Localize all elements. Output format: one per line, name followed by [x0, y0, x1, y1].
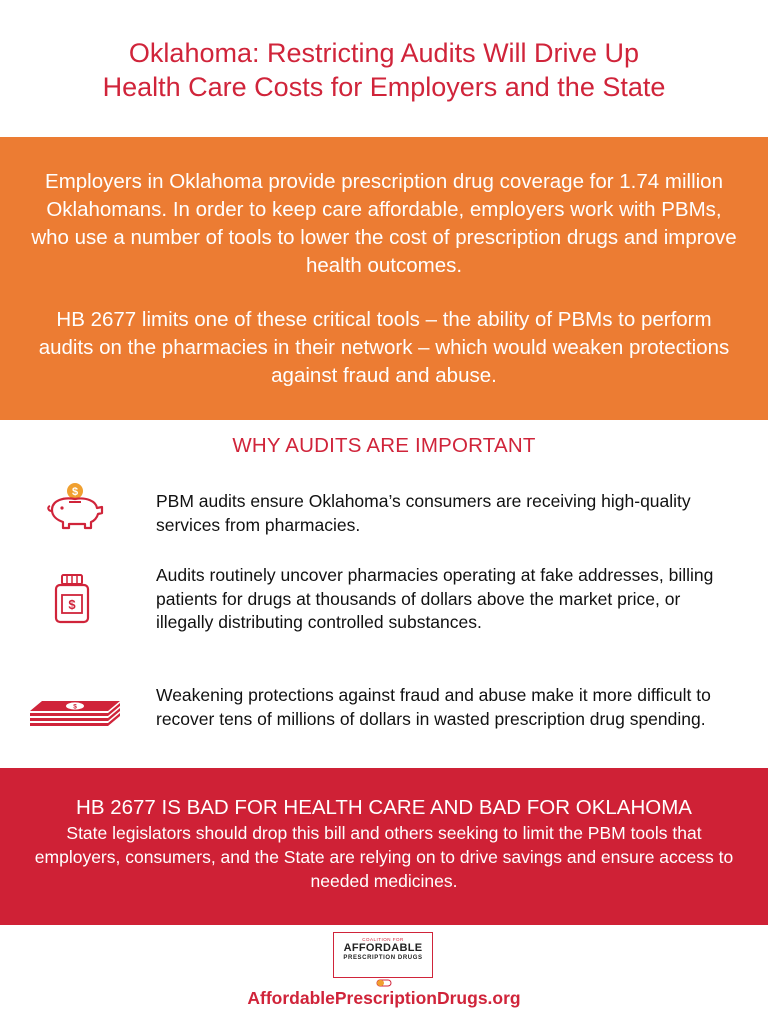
svg-text:$: $	[68, 597, 76, 612]
why-heading: WHY AUDITS ARE IMPORTANT	[232, 434, 536, 457]
callout-heading: HB 2677 IS BAD FOR HEALTH CARE AND BAD FOR OKLAHOMA	[76, 796, 692, 819]
why-item-1: PBM audits ensure Oklahoma’s consumers are receiving high-quality services from pharmacies.	[156, 491, 691, 535]
page-title-line-2: Health Care Costs for Employers and the State	[102, 72, 666, 102]
logo-mid-text: PRESCRIPTION DRUGS	[343, 955, 423, 961]
intro-paragraph-2: HB 2677 limits one of these critical tools – the ability of PBMs to perform audits on the pharmacies in their network – which would weaken protections against fraud and abuse.	[38, 308, 730, 387]
page-title	[0, 36, 768, 104]
intro-paragraph-1: Employers in Oklahoma provide prescription drug coverage for 1.74 million Oklahomans. In order to keep care affordable, employers work with PBMs, who use a number of tools to lower the cost of prescription drugs and improve health outcomes.	[31, 170, 737, 277]
logo-small-text: COALITION FOR	[362, 937, 404, 942]
cash-stack-icon	[28, 695, 122, 731]
svg-text:$: $	[73, 703, 77, 711]
why-item-3: Weakening protections against fraud and abuse make it more difficult to recover tens of millions of dollars in wasted prescription drug spending.	[156, 685, 711, 729]
page-title-line-1: Oklahoma: Restricting Audits Will Drive Up	[128, 38, 640, 68]
intro-banner	[0, 137, 768, 420]
pill-bottle-icon	[53, 573, 93, 625]
callout-body: State legislators should drop this bill and others seeking to limit the PBM tools that employers, consumers, and the State are relying on to drive savings and ensure access to needed medicines.	[34, 823, 734, 891]
svg-text:$: $	[71, 486, 79, 498]
coalition-logo	[333, 932, 433, 978]
why-item-2: Audits routinely uncover pharmacies operating at fake addresses, billing patients for drugs at thousands of dollars above the market price, or illegally distributing controlled substances.	[156, 565, 714, 632]
logo-big-text: AFFORDABLE	[343, 942, 423, 954]
callout-banner	[0, 768, 768, 925]
website-link[interactable]: AffordablePrescriptionDrugs.org	[247, 988, 521, 1008]
piggy-bank-icon	[44, 480, 108, 530]
logo-pill-icon	[376, 974, 392, 982]
